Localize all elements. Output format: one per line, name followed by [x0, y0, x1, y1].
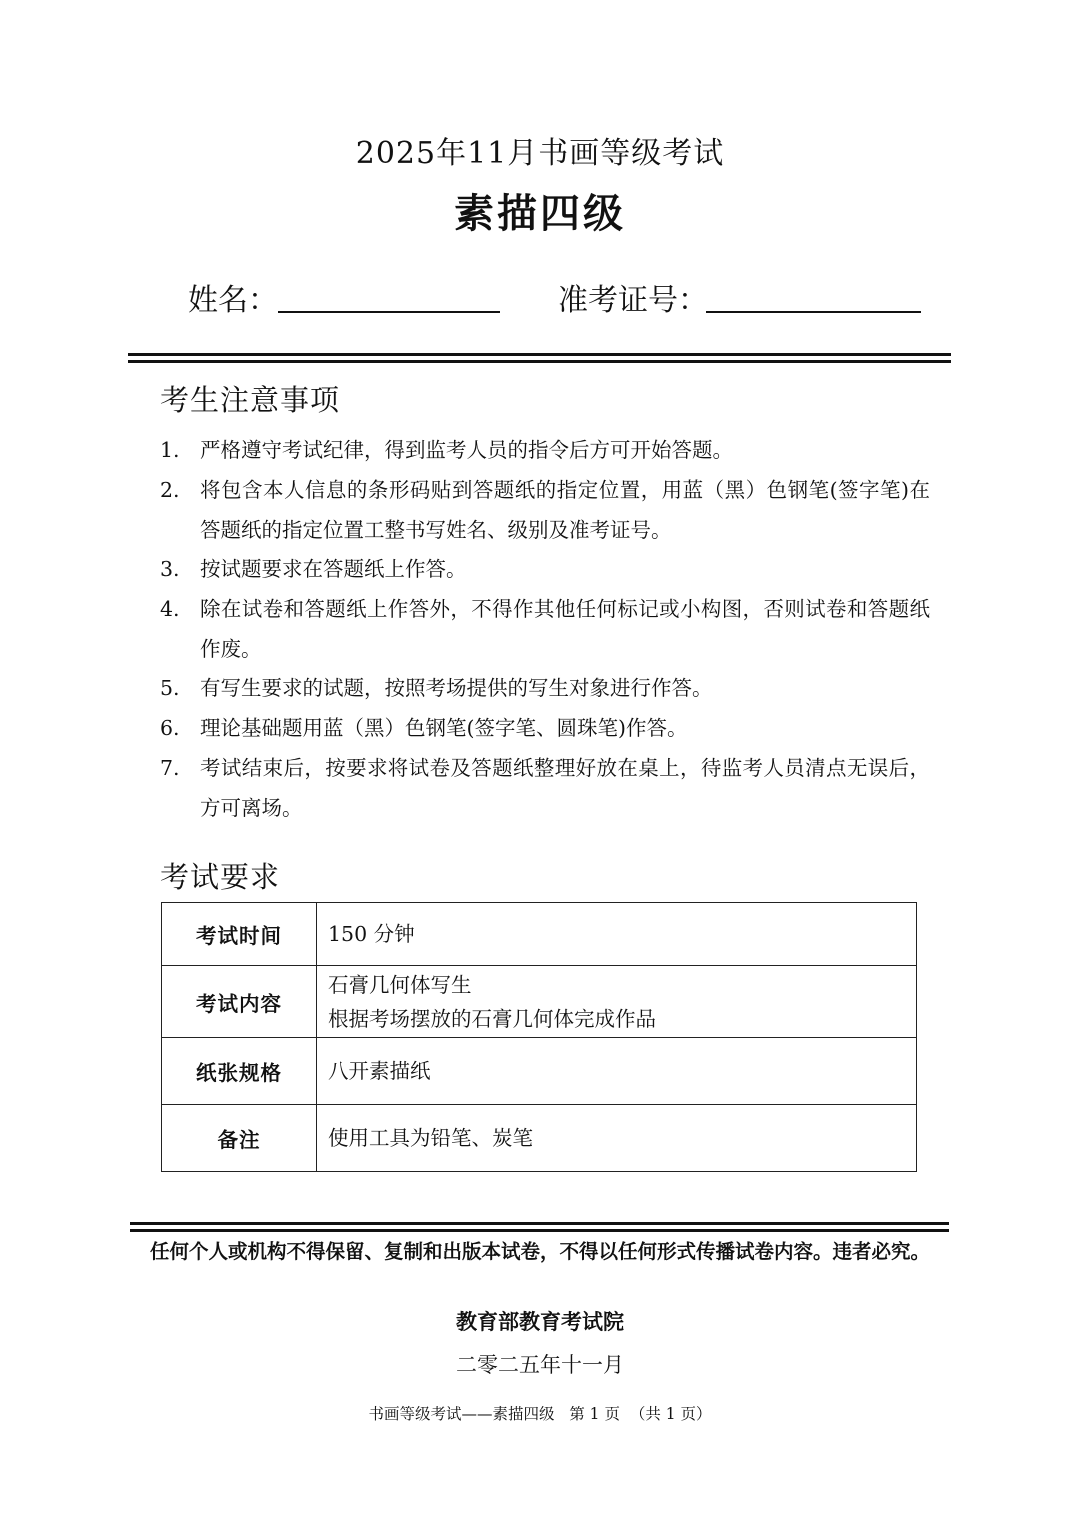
- page-footer: [0, 1402, 1080, 1424]
- notice-text: 严格遵守考试纪律，得到监考人员的指令后方可开始答题。: [200, 438, 733, 462]
- row-value: [317, 966, 917, 1038]
- requirements-heading: 考试要求: [160, 860, 281, 894]
- notice-text: 按试题要求在答题纸上作答。: [200, 557, 467, 581]
- row-value: [317, 1038, 917, 1105]
- issuer: 教育部教育考试院: [456, 1309, 624, 1334]
- exam-id-blank-line: [706, 311, 921, 313]
- bottom-divider: [130, 1222, 949, 1232]
- notice-text: 考试结束后，按要求将试卷及答题纸整理好放在桌上，待监考人员清点无误后，方可离场。: [200, 756, 930, 820]
- notice-item: [160, 590, 930, 669]
- row-label: 考试内容: [162, 966, 317, 1038]
- issue-date: 二零二五年十一月: [456, 1353, 624, 1377]
- value-line: 八开素描纸: [328, 1059, 431, 1083]
- table-row: [162, 1105, 917, 1172]
- top-divider: [128, 353, 951, 363]
- notice-number: 1.: [160, 438, 180, 462]
- notice-text: 理论基础题用蓝（黑）色钢笔(签字笔、圆珠笔)作答。: [200, 716, 688, 740]
- notice-item: [160, 669, 930, 709]
- name-label: 姓名：: [188, 283, 278, 318]
- value-line: 150 分钟: [328, 922, 415, 946]
- name-blank-line: [278, 311, 500, 313]
- notice-item: [160, 709, 930, 749]
- notice-number: 7.: [160, 756, 180, 780]
- notice-item: [160, 431, 930, 471]
- exam-title-line: 2025年11月书画等级考试: [355, 136, 725, 171]
- value-line: 使用工具为铅笔、炭笔: [328, 1126, 533, 1150]
- table-row: [162, 903, 917, 966]
- value-line: 根据考场摆放的石膏几何体完成作品: [328, 1006, 656, 1031]
- requirements-table: [161, 902, 917, 1172]
- footer-doc-name: 书画等级考试——素描四级: [368, 1405, 555, 1423]
- value-line: 石膏几何体写生: [328, 972, 472, 997]
- notice-number: 3.: [160, 557, 180, 581]
- copyright-notice: 任何个人或机构不得保留、复制和出版本试卷，不得以任何形式传播试卷内容。违者必究。: [149, 1240, 930, 1263]
- notice-item: [160, 550, 930, 590]
- table-row: [162, 1038, 917, 1105]
- notice-item: [160, 471, 930, 550]
- notices-heading: 考生注意事项: [160, 383, 341, 417]
- notice-text: 除在试卷和答题纸上作答外，不得作其他任何标记或小构图，否则试卷和答题纸作废。: [200, 597, 930, 661]
- footer-page-number: 第 1 页: [569, 1405, 620, 1423]
- notice-text: 将包含本人信息的条形码贴到答题纸的指定位置，用蓝（黑）色钢笔(签字笔)在答题纸的指定位置工整书写姓名、级别及准考证号。: [200, 478, 930, 542]
- notice-number: 2.: [160, 478, 180, 502]
- notice-text: 有写生要求的试题，按照考场提供的写生对象进行作答。: [200, 676, 713, 700]
- row-label: 备注: [162, 1105, 317, 1172]
- notice-number: 4.: [160, 597, 180, 621]
- footer-total-pages: （共 1 页）: [629, 1405, 712, 1423]
- row-label: 纸张规格: [162, 1038, 317, 1105]
- table-row: [162, 966, 917, 1038]
- subject-title: 素描四级: [454, 190, 626, 237]
- notice-number: 6.: [160, 716, 180, 740]
- row-value: [317, 903, 917, 966]
- notice-number: 5.: [160, 676, 180, 700]
- notice-item: [160, 749, 930, 828]
- row-label: 考试时间: [162, 903, 317, 966]
- exam-id-label: 准考证号：: [558, 283, 708, 318]
- row-value: [317, 1105, 917, 1172]
